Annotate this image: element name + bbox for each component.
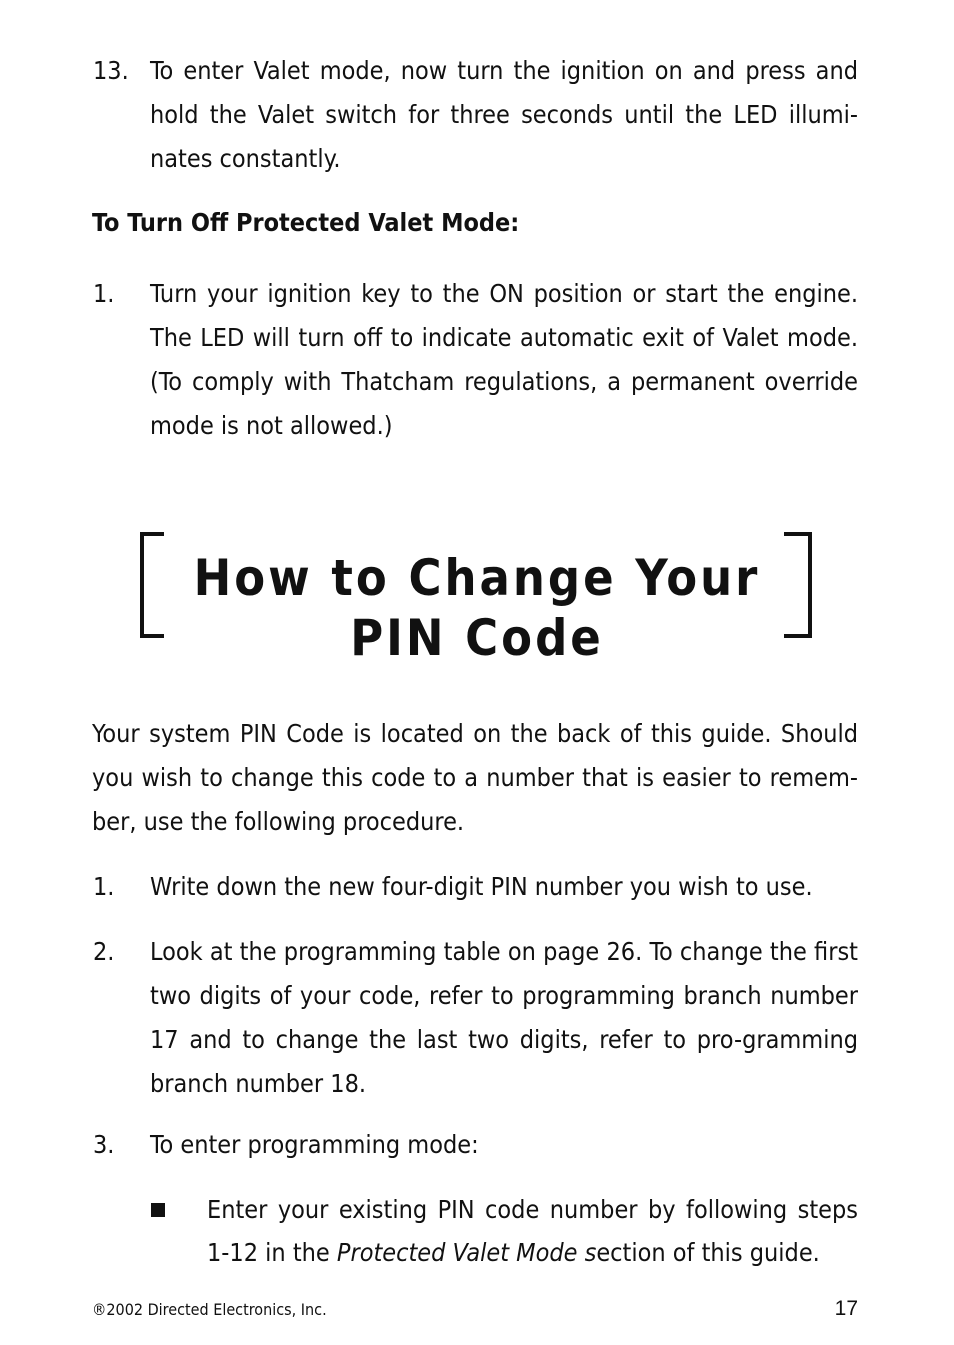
bullet-item <box>207 1188 858 1274</box>
step-number: 3. <box>93 1130 115 1159</box>
step-number: 1. <box>93 872 115 901</box>
square-bullet-icon <box>151 1203 165 1217</box>
footer-copyright: ®2002 Directed Electronics, Inc. <box>92 1300 327 1319</box>
pin-step-2 <box>93 930 858 1106</box>
page-title <box>0 548 954 668</box>
section-heading-turn-off: To Turn Off Protected Valet Mode: <box>92 208 520 237</box>
bullet-text-italic: Protected Valet Mode s <box>336 1238 597 1267</box>
step-text: To enter Valet mode, now turn the ignition on and press and hold the Valet switch for three seconds until the LED illumi-nates constantly. <box>150 56 858 173</box>
step-number: 1. <box>93 279 115 308</box>
step-text: To enter programming mode: <box>150 1130 479 1159</box>
bullet-text: Enter your existing PIN code number by following steps 1-12 in the <box>207 1195 858 1267</box>
step-number: 2. <box>93 937 115 966</box>
step-text: Write down the new four-digit PIN number you wish to use. <box>150 872 813 901</box>
step-number: 13. <box>93 56 129 85</box>
title-line-1: How to Change Your <box>193 549 761 607</box>
pin-step-3 <box>93 1123 858 1167</box>
intro-paragraph: Your system PIN Code is located on the back of this guide. Should you wish to change this code to a number that is easier to remem-ber, use the following procedure. <box>92 719 858 836</box>
turn-off-step-1 <box>93 272 858 448</box>
bullet-text-end: ection of this guide. <box>596 1238 820 1267</box>
step-13 <box>93 49 858 181</box>
pin-step-1 <box>93 865 858 909</box>
title-line-2: PIN Code <box>350 609 604 667</box>
step-text: Turn your ignition key to the ON position or start the engine. The LED will turn off to indicate automatic exit of Valet mode. (To comply with Thatcham regulations, a permanent override mode is not allowed.) <box>150 279 858 440</box>
step-text: Look at the programming table on page 26. To change the first two digits of your code, refer to programming branch number 17 and to change the last two digits, refer to pro-gramming branch number 18. <box>150 937 858 1098</box>
page-number: 17 <box>834 1297 858 1320</box>
